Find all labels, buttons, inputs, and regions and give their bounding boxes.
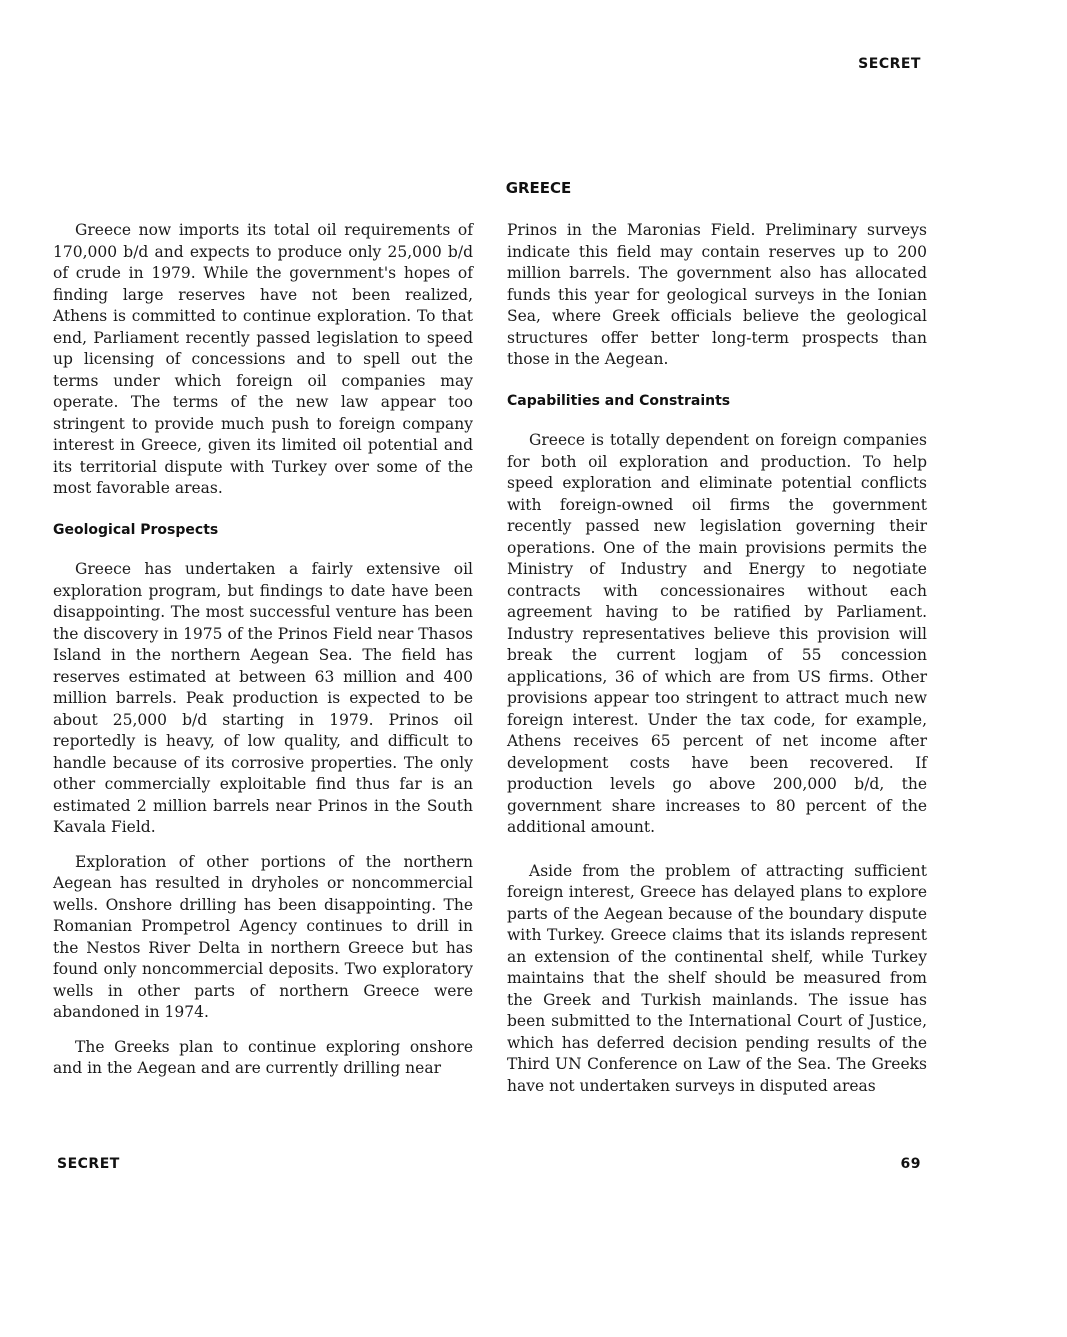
capabilities-paragraph-2: Aside from the problem of attracting sufficient foreign interest, Greece has delayed plans to explore parts of the Aegean because of the boundary dispute with Turkey. Greece claims that its islands represent an extension of the continental shelf, while Turkey maintains that the shelf should be measured from the Greek and Turkish mainlands. The issue has been submitted to the International Court of Justice, which has deferred decision pending results of the Third UN Conference on Law of the Sea. The Greeks have not undertaken surveys in disputed areas xyxy=(507,861,927,1095)
right-column xyxy=(507,220,927,1110)
geological-paragraph-1: Greece has undertaken a fairly extensive oil exploration program, but findings to date have been disappointing. The most successful venture has been the discovery in 1975 of the Prinos Field near Thasos Island in the northern Aegean Sea. The field has reserves estimated at between 63 million and 400 million barrels. Peak production is expected to be about 25,000 b/d starting in 1979. Prinos oil reportedly is heavy, of low quality, and difficult to handle because of its corrosive properties. The only other commercially exploitable find thus far is an estimated 2 million barrels near Prinos in the South Kavala Field. xyxy=(53,560,473,836)
section-heading-geological-prospects: Geological Prospects xyxy=(53,521,219,538)
left-column xyxy=(53,220,473,1093)
geological-paragraph-3: The Greeks plan to continue exploring onshore and in the Aegean and are currently drilling near xyxy=(53,1037,473,1077)
page-title: GREECE xyxy=(505,179,572,197)
classification-marking-top: SECRET xyxy=(858,56,921,72)
section-heading-capabilities: Capabilities and Constraints xyxy=(507,392,731,409)
geological-paragraph-2: Exploration of other portions of the northern Aegean has resulted in dryholes or noncommercial wells. Onshore drilling has been disappointing. The Romanian Prompetrol Agency continues to drill in the Nestos River Delta in northern Greece but has found only noncommercial deposits. Two exploratory wells in other parts of northern Greece were abandoned in 1974. xyxy=(53,852,473,1021)
classification-marking-bottom: SECRET xyxy=(57,1156,120,1172)
geological-paragraph-continued: Prinos in the Maronias Field. Preliminary surveys indicate this field may contain reserves up to 200 million barrels. The government also has allocated funds this year for geological surveys in the Ionian Sea, where Greek officials believe the geological structures offer better long-term prospects than those in the Aegean. xyxy=(507,221,927,368)
intro-paragraph: Greece now imports its total oil requirements of 170,000 b/d and expects to produce only 25,000 b/d of crude in 1979. While the government's hopes of finding large reserves have not been realized, Athens is committed to continue exploration. To that end, Parliament recently passed legislation to speed up licensing of concessions and to spell out the terms under which foreign oil companies may operate. The terms of the new law appear too stringent to provide much push to foreign company interest in Greece, given its limited oil potential and its territorial dispute with Turkey over some of the most favorable areas. xyxy=(53,221,473,497)
page-number: 69 xyxy=(900,1156,921,1172)
capabilities-paragraph-1: Greece is totally dependent on foreign companies for both oil exploration and production. To help speed exploration and eliminate potential conflicts with foreign-owned oil firms the government recently passed new legislation governing their operations. One of the main provisions permits the Ministry of Industry and Energy to negotiate contracts with concessionaires without each agreement having to be ratified by Parliament. Industry representatives believe this provision will break the current logjam of 55 concession applications, 36 of which are from US firms. Other provisions appear too stringent to attract much new foreign interest. Under the tax code, for example, Athens receives 65 percent of net income after development costs have been recovered. If production levels go above 200,000 b/d, the government share increases to 80 percent of the additional amount. xyxy=(507,431,927,836)
